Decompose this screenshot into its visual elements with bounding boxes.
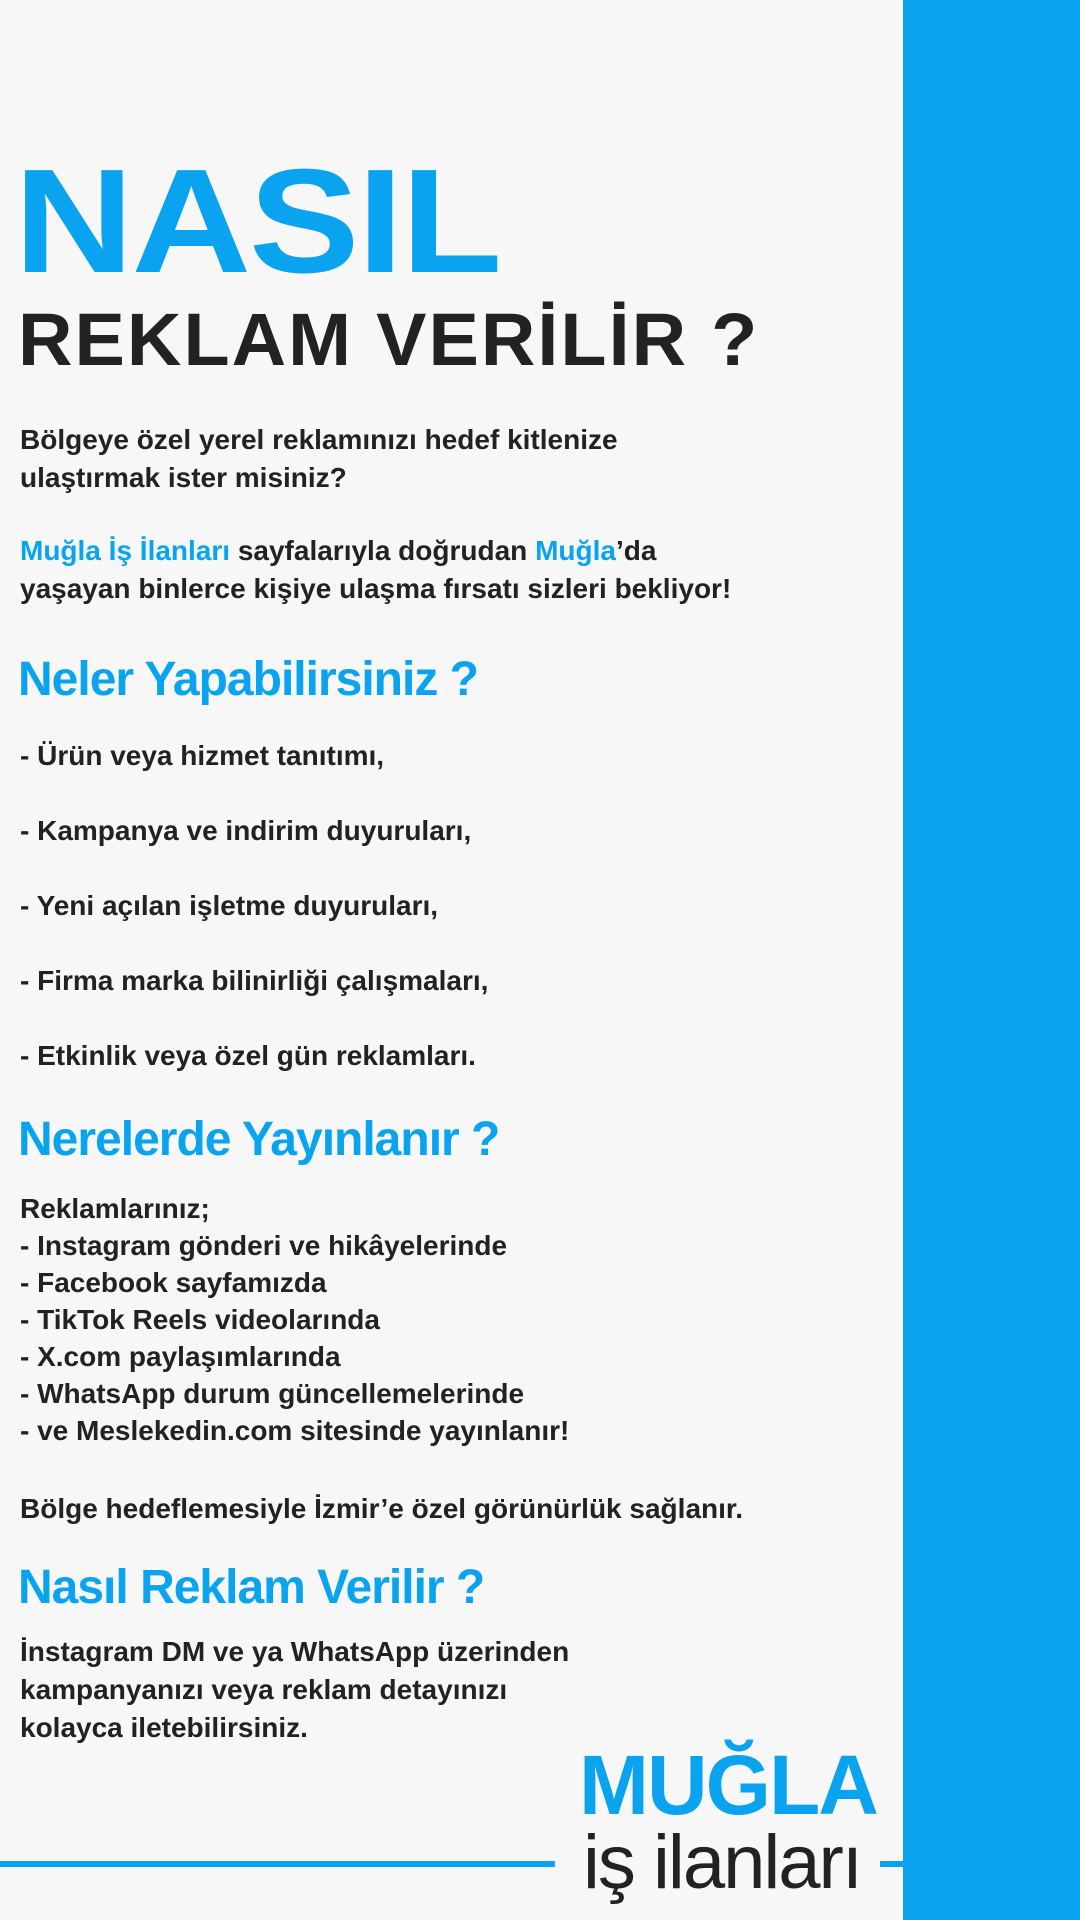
how-line-1: İnstagram DM ve ya WhatsApp üzerinden bbox=[20, 1636, 570, 1667]
how-line-3: kolayca iletebilirsiniz. bbox=[20, 1712, 308, 1743]
promo-brand: Muğla İş İlanları bbox=[20, 535, 231, 566]
list-item: - Ürün veya hizmet tanıtımı, bbox=[20, 740, 385, 771]
list-item: - Etkinlik veya özel gün reklamları. bbox=[20, 1040, 476, 1071]
section-how-title: Nasıl Reklam Verilir ? bbox=[18, 1561, 485, 1614]
intro-text bbox=[20, 421, 890, 497]
how-line-2: kampanyanızı veya reklam detayınızı bbox=[20, 1674, 508, 1705]
region-note: Bölge hedeflemesiyle İzmir’e özel görünürlük sağlanır. bbox=[20, 1493, 744, 1524]
promo-text-2: ’da bbox=[615, 535, 657, 566]
section-how-text bbox=[20, 1633, 890, 1747]
promo-text-1: sayfalarıyla doğrudan bbox=[230, 535, 536, 566]
page-subtitle: REKLAM VERİLİR ? bbox=[18, 298, 760, 381]
logo-city: MUĞLA bbox=[579, 1738, 877, 1832]
list-item: - ve Meslekedin.com sitesinde yayınlanır! bbox=[20, 1415, 570, 1446]
promo-line-2: yaşayan binlerce kişiye ulaşma fırsatı sizleri bekliyor! bbox=[20, 573, 732, 604]
list-item: - Firma marka bilinirliği çalışmaları, bbox=[20, 965, 489, 996]
list-item: - TikTok Reels videolarında bbox=[20, 1304, 380, 1335]
promo-city: Muğla bbox=[535, 535, 616, 566]
logo-divider-line-right bbox=[880, 1861, 903, 1867]
intro-line-2: ulaştırmak ister misiniz? bbox=[20, 462, 347, 493]
section-where-list bbox=[20, 1190, 890, 1449]
logo-tagline: iş ilanları bbox=[583, 1820, 861, 1905]
section-where-title: Nerelerde Yayınlanır ? bbox=[18, 1113, 500, 1166]
list-item: - Instagram gönderi ve hikâyelerinde bbox=[20, 1230, 508, 1261]
list-item: - Yeni açılan işletme duyuruları, bbox=[20, 890, 439, 921]
promo-text bbox=[20, 532, 890, 608]
logo-divider-line bbox=[0, 1861, 555, 1867]
section-where-lead: Reklamlarınız; bbox=[20, 1193, 210, 1224]
side-accent-bar bbox=[903, 0, 1080, 1920]
list-item: - Facebook sayfamızda bbox=[20, 1267, 327, 1298]
list-item: - WhatsApp durum güncellemelerinde bbox=[20, 1378, 525, 1409]
list-item: - X.com paylaşımlarında bbox=[20, 1341, 341, 1372]
section-what-title: Neler Yapabilirsiniz ? bbox=[18, 653, 478, 706]
list-item: - Kampanya ve indirim duyuruları, bbox=[20, 815, 472, 846]
section-what-list bbox=[20, 738, 890, 1113]
page-title: NASIL bbox=[14, 139, 501, 304]
intro-line-1: Bölgeye özel yerel reklamınızı hedef kitlenize bbox=[20, 424, 618, 455]
